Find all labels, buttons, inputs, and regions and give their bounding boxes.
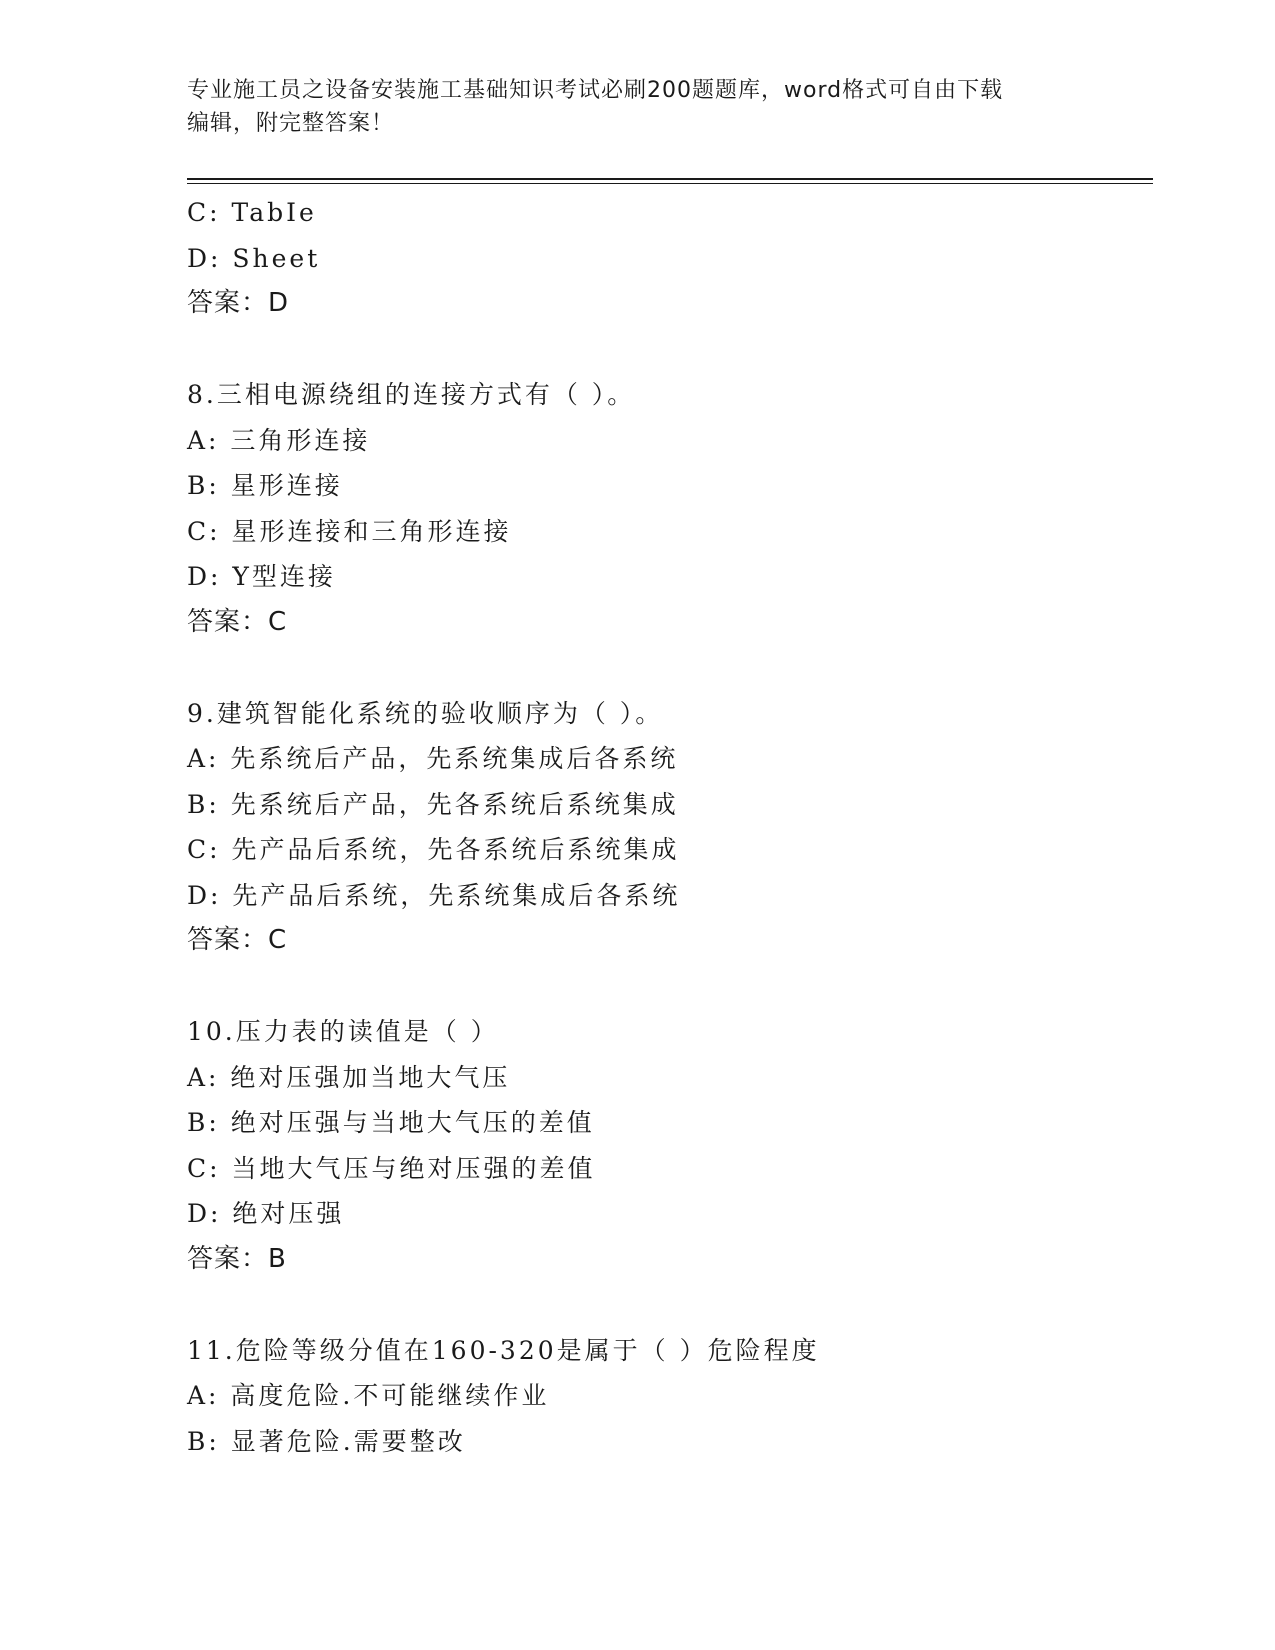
option-text: D: 先产品后系统，先系统集成后各系统 <box>187 880 681 910</box>
option-text: B: 显著危险.需要整改 <box>187 1426 466 1456</box>
question-text: 10.压力表的读值是（ ） <box>187 1017 499 1046</box>
option-text: A: 三角形连接 <box>187 425 371 455</box>
spacer <box>187 964 1147 1010</box>
answer-text: 答案：C <box>187 606 288 637</box>
header-line-2: 编辑，附完整答案！ <box>187 111 395 136</box>
option-text: A: 先系统后产品，先系统集成后各系统 <box>187 744 679 773</box>
spacer <box>187 1282 1147 1328</box>
document-header <box>187 74 1087 140</box>
header-line-1: 专业施工员之设备安装施工基础知识考试必刷200题题库，word格式可自由下载 <box>187 78 1004 103</box>
option-text: B: 先系统后产品，先各系统后系统集成 <box>187 789 679 819</box>
question-text: 9.建筑智能化系统的验收顺序为（ ）。 <box>187 698 664 728</box>
answer-text: 答案：B <box>187 1243 287 1274</box>
option-text: D: 绝对压强 <box>187 1199 345 1228</box>
option-text: C: 先产品后系统，先各系统后系统集成 <box>187 835 680 864</box>
header-rule-thick <box>187 178 1153 180</box>
option-text: A: 高度危险.不可能继续作业 <box>187 1381 550 1410</box>
option-text: A: 绝对压强加当地大气压 <box>187 1062 511 1092</box>
option-text: D: Y型连接 <box>187 562 336 591</box>
answer-text: 答案：C <box>187 925 288 955</box>
option-text: C: 当地大气压与绝对压强的差值 <box>187 1153 596 1183</box>
question-list <box>187 190 1147 1464</box>
question-text: 8.三相电源绕组的连接方式有（ ）。 <box>187 380 636 409</box>
option-text: B: 星形连接 <box>187 471 343 500</box>
option-text: D: Sheet <box>187 243 321 273</box>
header-rule-thin <box>187 183 1153 184</box>
question-text: 11.危险等级分值在160-320是属于（ ）危险程度 <box>187 1335 820 1365</box>
answer-text: 答案：D <box>187 288 290 318</box>
spacer <box>187 645 1147 691</box>
option-text: B: 绝对压强与当地大气压的差值 <box>187 1108 595 1137</box>
option-text: C: TabIe <box>187 198 317 227</box>
spacer <box>187 327 1147 373</box>
option-text: C: 星形连接和三角形连接 <box>187 516 512 546</box>
